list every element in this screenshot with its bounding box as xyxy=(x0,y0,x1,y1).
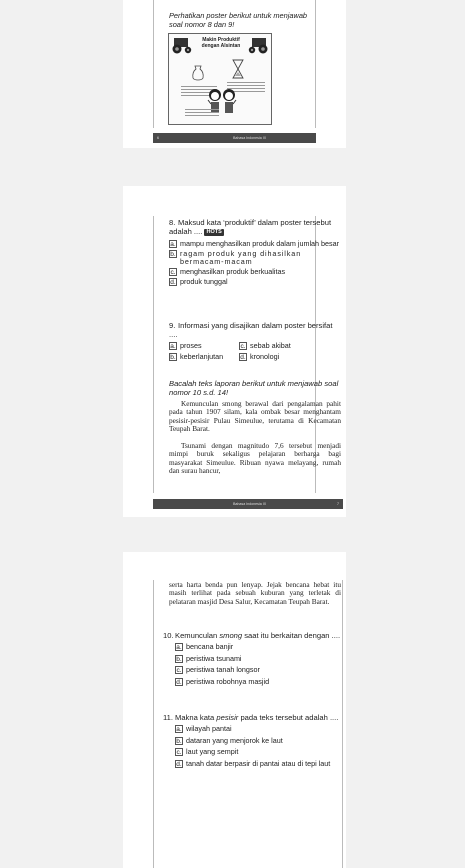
tractor-icon-right xyxy=(247,36,269,54)
option-label: d. xyxy=(176,760,182,768)
option-text: produk tunggal xyxy=(180,277,228,287)
question-11-text xyxy=(163,713,341,722)
reading-paragraph-1: Kemunculan smong berawal dari pengalaman pahit pada tahun 1907 silam, kala ombak besar menghantam pesisir-pesisir Pulau Simeulue, terutama di Kecamatan Teupah Barat. xyxy=(169,399,341,434)
option-10c[interactable] xyxy=(175,666,341,675)
option-8b[interactable] xyxy=(169,250,341,267)
option-9a[interactable] xyxy=(169,342,239,351)
question-8-prompt: Maksud kata ‘produktif’ dalam poster tersebut adalah .... xyxy=(169,218,332,236)
option-8a[interactable] xyxy=(169,240,341,249)
question-10-options xyxy=(163,643,341,686)
question-10-text xyxy=(163,631,341,640)
option-10b[interactable] xyxy=(175,655,341,664)
poster-title-line-2: dengan Alsintan xyxy=(201,43,241,49)
sack-icon xyxy=(191,63,205,81)
question-8 xyxy=(169,218,341,287)
poster-title-line-1: Makin Produktif xyxy=(202,37,240,43)
option-label: c. xyxy=(170,268,176,276)
question-11-prompt-start: Makna kata xyxy=(175,713,217,722)
option-11c[interactable] xyxy=(175,748,341,757)
option-9d[interactable] xyxy=(239,353,329,362)
option-label: c. xyxy=(240,343,246,350)
option-text: wilayah pantai xyxy=(186,724,232,733)
option-11a[interactable] xyxy=(175,725,341,734)
reading-paragraph-2: Tsunami dengan magnitudo 7,6 tersebut menjadi mimpi buruk sekaligus pelajaran berharga bagi masyarakat Simeulue. Ribuan nyawa melayang, rumah dan surau hancur, xyxy=(169,441,341,476)
hots-badge: HOTS xyxy=(206,228,222,235)
option-label: a. xyxy=(176,726,182,733)
option-9c[interactable] xyxy=(239,342,329,351)
poster xyxy=(168,33,272,125)
option-10d[interactable] xyxy=(175,678,341,687)
option-text: dataran yang menjorok ke laut xyxy=(186,735,283,745)
option-text: kronologi xyxy=(250,351,280,361)
reading-instruction: Bacalah teks laporan berikut untuk menjawab soal nomor 10 s.d. 14! xyxy=(169,379,339,397)
question-number: 11. xyxy=(163,713,173,722)
option-10a[interactable] xyxy=(175,643,341,652)
question-9-prompt: Informasi yang disajikan dalam poster bersifat .... xyxy=(169,321,333,339)
question-9-options xyxy=(169,342,341,361)
option-label: b. xyxy=(170,250,176,258)
document-page-3 xyxy=(123,552,346,868)
question-10-prompt-end: saat itu berkaitan dengan .... xyxy=(242,631,341,640)
tractor-icon-left xyxy=(171,36,193,54)
option-label: b. xyxy=(176,737,182,745)
document-page-2 xyxy=(123,186,346,517)
option-label: a. xyxy=(176,644,182,651)
option-text: peristiwa tanah longsor xyxy=(186,665,260,675)
reading-paragraph-continued: serta harta benda pun lenyap. Jejak bencana hebat itu masih terlihat pada sebuah kuburan yang terletak di pelataran masjid Desa Salur, Kecamatan Teupah Barat. xyxy=(169,580,341,606)
option-text: ragam produk yang dihasilkan bermacam-macam xyxy=(180,248,302,267)
option-text: sebab akibat xyxy=(250,341,291,350)
option-text: mampu menghasilkan produk dalam jumlah besar xyxy=(180,239,340,248)
option-label: a. xyxy=(170,343,176,350)
option-label: d. xyxy=(240,353,246,361)
option-label: c. xyxy=(176,667,182,675)
question-11-options xyxy=(163,725,341,768)
question-10 xyxy=(163,631,341,686)
option-11b[interactable] xyxy=(175,737,341,746)
question-number: 8. xyxy=(169,218,176,227)
page-number: 6 xyxy=(157,136,159,140)
option-text: peristiwa tsunami xyxy=(186,653,242,663)
footer-book-title: Bahasa Indonesia IX xyxy=(233,502,267,506)
question-9-text xyxy=(169,321,341,339)
question-11-keyword: pesisir xyxy=(216,713,239,722)
option-label: c. xyxy=(176,749,182,757)
hourglass-icon xyxy=(231,58,245,80)
option-text: tanah datar berpasir di pantai atau di tepi laut xyxy=(186,758,331,768)
question-8-text xyxy=(169,218,341,236)
option-8c[interactable] xyxy=(169,268,341,277)
option-text: peristiwa robohnya masjid xyxy=(186,676,270,686)
question-10-keyword: smong xyxy=(219,631,243,640)
question-number: 10. xyxy=(163,631,174,640)
question-8-options xyxy=(169,240,341,287)
footer-book-title: Bahasa Indonesia IX xyxy=(233,136,267,140)
option-label: b. xyxy=(170,353,176,361)
option-8d[interactable] xyxy=(169,278,341,287)
option-text: bencana banjir xyxy=(186,642,234,651)
option-label: d. xyxy=(170,279,176,287)
question-9 xyxy=(169,321,341,361)
page-number: 7 xyxy=(337,502,339,506)
page-footer xyxy=(153,499,343,509)
page-footer xyxy=(153,133,316,143)
question-11-prompt-end: pada teks tersebut adalah .... xyxy=(238,713,339,722)
option-text: menghasilkan produk berkualitas xyxy=(180,266,286,276)
poster-instruction: Perhatikan poster berikut untuk menjawab soal nomor 8 dan 9! xyxy=(169,11,308,29)
option-text: keberlanjutan xyxy=(180,351,224,361)
option-label: d. xyxy=(176,678,182,686)
question-10-prompt-start: Kemunculan xyxy=(175,631,220,640)
question-number: 9. xyxy=(169,321,176,330)
poster-caption-bottom xyxy=(185,107,219,118)
option-label: b. xyxy=(176,655,182,663)
option-label: a. xyxy=(170,241,176,248)
option-11d[interactable] xyxy=(175,760,341,769)
document-page-1 xyxy=(123,0,346,148)
option-text: proses xyxy=(180,341,202,350)
question-11 xyxy=(163,713,341,768)
option-9b[interactable] xyxy=(169,353,239,362)
poster-title xyxy=(195,37,247,49)
option-text: laut yang sempit xyxy=(186,747,239,757)
